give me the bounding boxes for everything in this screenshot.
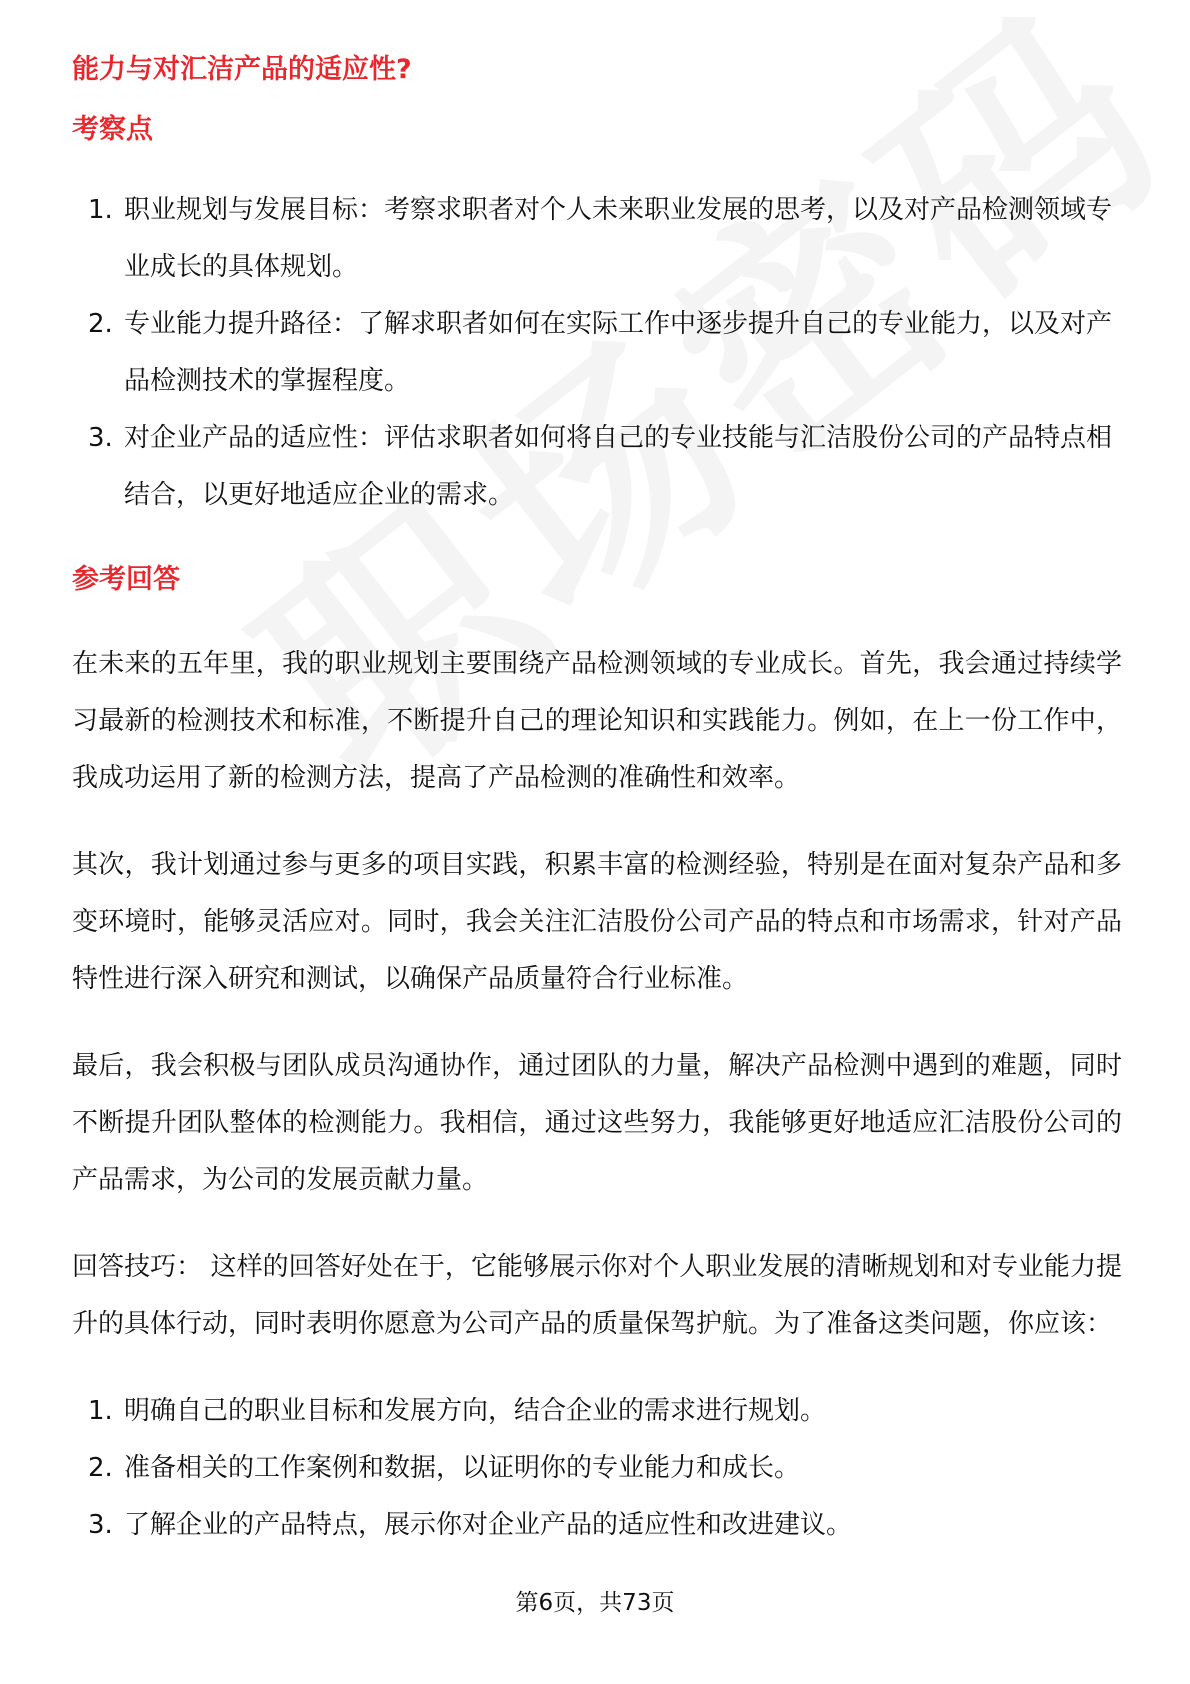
- list-item: [72, 296, 1122, 410]
- list-item: [72, 182, 1122, 296]
- list-item-text: 专业能力提升路径：了解求职者如何在实际工作中逐步提升自己的专业能力，以及对产品检测技术的掌握程度。: [124, 309, 1113, 396]
- page-content: [72, 44, 1122, 1554]
- list-item-number: 3.: [88, 423, 113, 453]
- list-item-number: 2.: [88, 309, 113, 339]
- list-item: [72, 1383, 1122, 1440]
- list-item: [72, 410, 1122, 524]
- answer-paragraph: 在未来的五年里，我的职业规划主要围绕产品检测领域的专业成长。首先，我会通过持续学习最新的检测技术和标准，不断提升自己的理论知识和实践能力。例如，在上一份工作中，我成功运用了新的检测方法，提高了产品检测的准确性和效率。: [72, 649, 1122, 793]
- list-item-number: 2.: [88, 1453, 113, 1483]
- list-item: [72, 1497, 1122, 1554]
- tips-list: [72, 1383, 1122, 1554]
- list-item-text: 职业规划与发展目标：考察求职者对个人未来职业发展的思考，以及对产品检测领域专业成长的具体规划。: [124, 195, 1113, 282]
- answer-paragraph: 最后，我会积极与团队成员沟通协作，通过团队的力量，解决产品检测中遇到的难题，同时不断提升团队整体的检测能力。我相信，通过这些努力，我能够更好地适应汇洁股份公司的产品需求，为公司的发展贡献力量。: [72, 1051, 1122, 1195]
- points-list: [72, 182, 1122, 524]
- list-item: [72, 1440, 1122, 1497]
- answer-paragraph: 其次，我计划通过参与更多的项目实践，积累丰富的检测经验，特别是在面对复杂产品和多变环境时，能够灵活应对。同时，我会关注汇洁股份公司产品的特点和市场需求，针对产品特性进行深入研究和测试，以确保产品质量符合行业标准。: [72, 850, 1122, 994]
- list-item-number: 1.: [88, 195, 113, 225]
- list-item-number: 1.: [88, 1396, 113, 1426]
- list-item-text: 了解企业的产品特点，展示你对企业产品的适应性和改进建议。: [124, 1510, 853, 1540]
- list-item-text: 准备相关的工作案例和数据，以证明你的专业能力和成长。: [124, 1453, 801, 1483]
- section-heading-points: 考察点: [72, 114, 153, 145]
- page-footer: 第6页，共73页: [515, 1590, 675, 1616]
- question-title: 能力与对汇洁产品的适应性?: [72, 54, 412, 85]
- list-item-text: 明确自己的职业目标和发展方向，结合企业的需求进行规划。: [124, 1396, 827, 1426]
- list-item-text: 对企业产品的适应性：评估求职者如何将自己的专业技能与汇洁股份公司的产品特点相结合，以更好地适应企业的需求。: [124, 423, 1113, 510]
- list-item-number: 3.: [88, 1510, 113, 1540]
- answer-tip-paragraph: 回答技巧： 这样的回答好处在于，它能够展示你对个人职业发展的清晰规划和对专业能力提升的具体行动，同时表明你愿意为公司产品的质量保驾护航。为了准备这类问题，你应该：: [72, 1252, 1122, 1339]
- section-heading-answer: 参考回答: [72, 564, 180, 595]
